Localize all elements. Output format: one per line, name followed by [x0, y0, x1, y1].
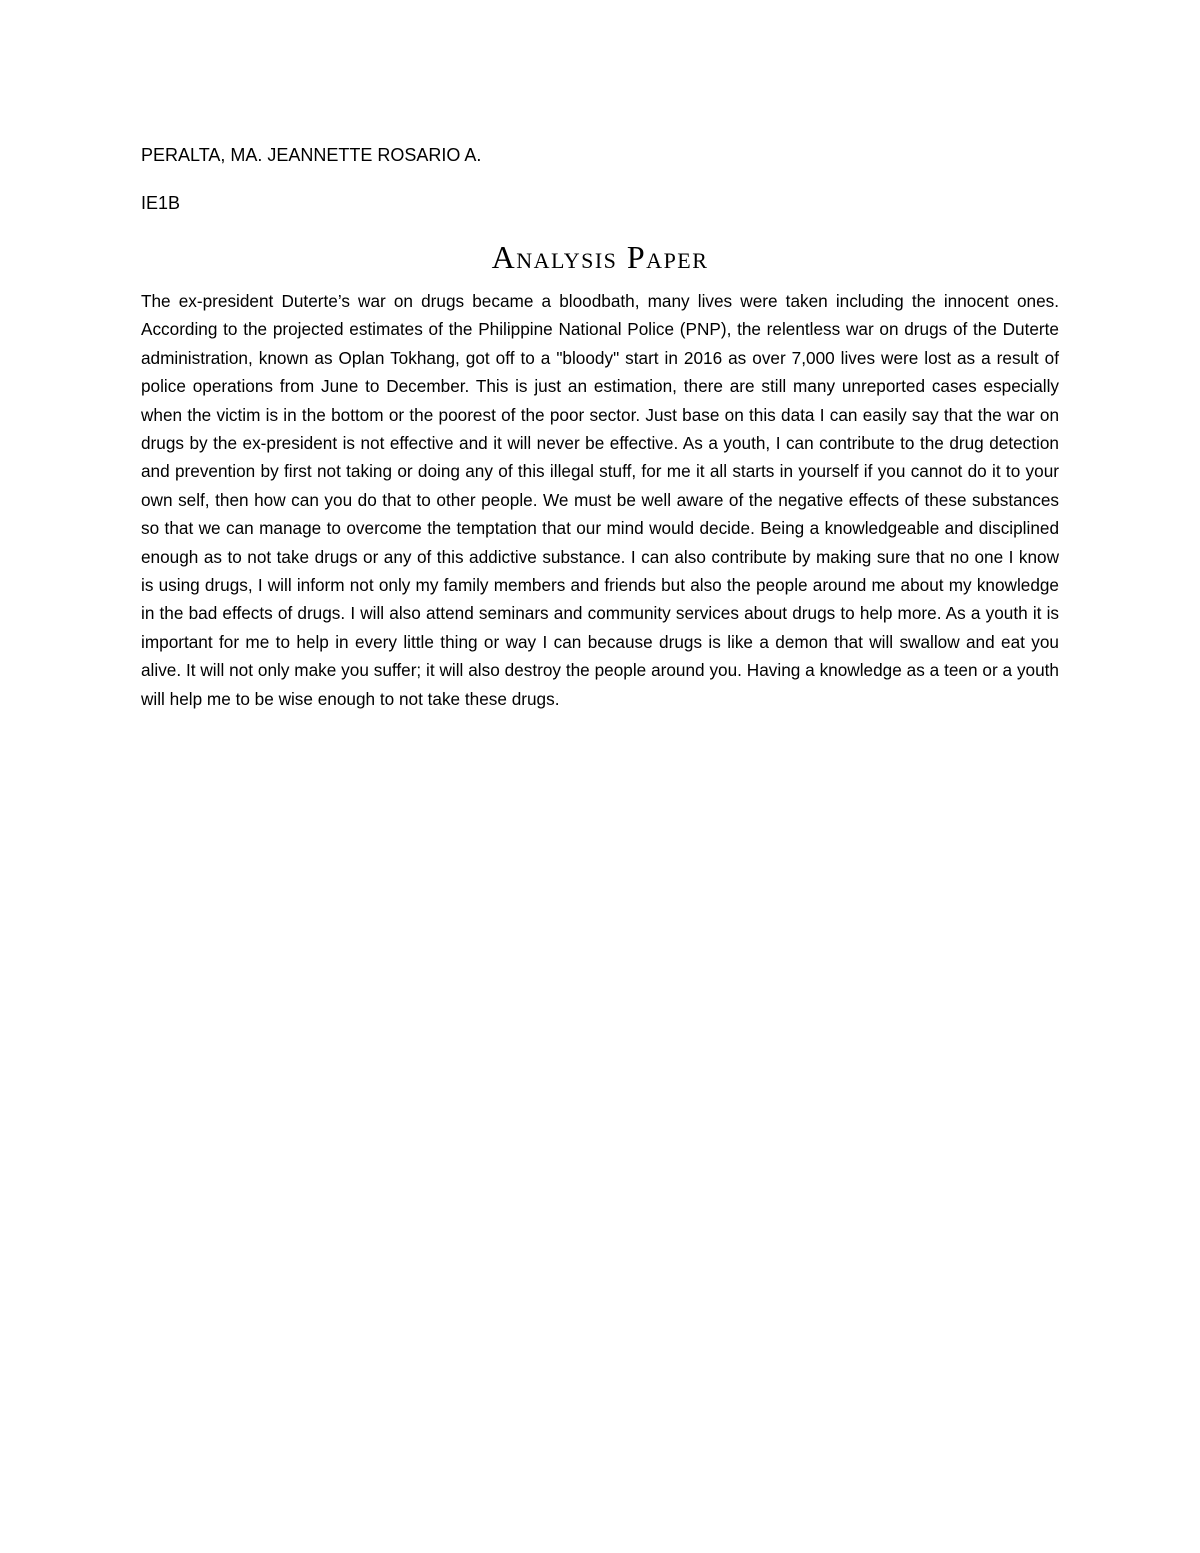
author-name: PERALTA, MA. JEANNETTE ROSARIO A. [141, 145, 482, 165]
body-paragraph: The ex-president Duterte’s war on drugs became a bloodbath, many lives were taken including the innocent ones. According to the projected estimates of the Philippine National Police (PNP), the relentless war on drugs of the Duterte administration, known as Oplan Tokhang, got off to a "bloody" start in 2016 as over 7,000 lives were lost as a result of police operations from June to December. This is just an estimation, there are still many unreported cases especially when the victim is in the bottom or the poorest of the poor sector. Just base on this data I can easily say that the war on drugs by the ex-president is not effective and it will never be effective. As a youth, I can contribute to the drug detection and prevention by first not taking or doing any of this illegal stuff, for me it all starts in yourself if you cannot do it to your own self, then how can you do that to other people. We must be well aware of the negative effects of these substances so that we can manage to overcome the temptation that our mind would decide. Being a knowledgeable and disciplined enough as to not take drugs or any of this addictive substance. I can also contribute by making sure that no one I know is using drugs, I will inform not only my family members and friends but also the people around me about my knowledge in the bad effects of drugs. I will also attend seminars and community services about drugs to help more. As a youth it is important for me to help in every little thing or way I can because drugs is like a demon that will swallow and eat you alive. It will not only make you suffer; it will also destroy the people around you. Having a knowledge as a teen or a youth will help me to be wise enough to not take these drugs. [141, 291, 1059, 709]
document-title: Analysis Paper [491, 239, 709, 275]
section-code: IE1B [141, 193, 181, 213]
document-content [141, 143, 1059, 713]
